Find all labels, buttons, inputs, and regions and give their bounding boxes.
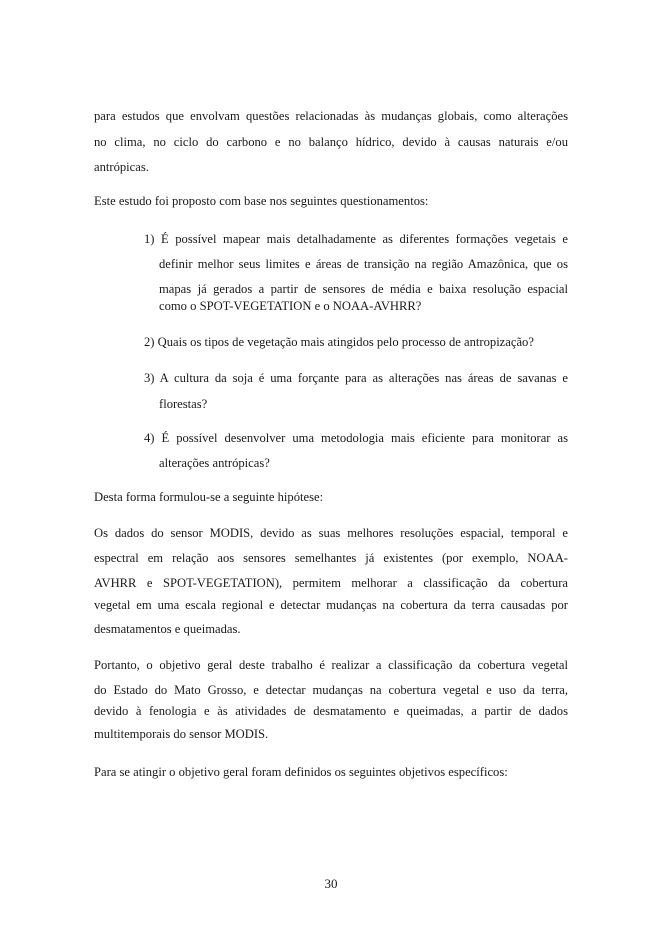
paragraph-6: Para se atingir o objetivo geral foram definidos os seguintes objetivos específicos:	[94, 765, 508, 779]
paragraph-5-line-3: devido à fenologia e às atividades de desmatamento e queimadas, a partir de dados	[94, 704, 568, 718]
question-3-line-2: florestas?	[159, 397, 208, 411]
question-1-line-3: mapas já gerados a partir de sensores de média e baixa resolução espacial	[159, 282, 568, 296]
paragraph-4-line-5: desmatamentos e queimadas.	[94, 622, 241, 636]
paragraph-4-line-4: vegetal em uma escala regional e detectar mudanças na cobertura da terra causadas por	[94, 598, 568, 612]
paragraph-5-line-4: multitemporais do sensor MODIS.	[94, 727, 269, 741]
question-3-line-1: 3) A cultura da soja é uma forçante para as alterações nas áreas de savanas e	[144, 371, 568, 385]
paragraph-4-line-3: AVHRR e SPOT-VEGETATION), permitem melhorar a classificação da cobertura	[94, 576, 568, 590]
question-1-line-2: definir melhor seus limites e áreas de transição na região Amazônica, que os	[159, 257, 568, 271]
paragraph-5-line-1: Portanto, o objetivo geral deste trabalho é realizar a classificação da cobertura vegetal	[94, 658, 568, 672]
question-1-line-4: como o SPOT-VEGETATION e o NOAA-AVHRR?	[159, 299, 422, 313]
question-2-line-1: 2) Quais os tipos de vegetação mais atingidos pelo processo de antropização?	[144, 335, 534, 349]
paragraph-4-line-2: espectral em relação aos sensores semelhantes já existentes (por exemplo, NOAA-	[94, 551, 568, 565]
paragraph-5-line-2: do Estado do Mato Grosso, e detectar mudanças na cobertura vegetal e uso da terra,	[94, 683, 568, 697]
paragraph-1-line-2: no clima, no ciclo do carbono e no balanço hídrico, devido à causas naturais e/ou	[94, 135, 568, 149]
paragraph-1-line-3: antrópicas.	[94, 160, 149, 174]
question-4-line-1: 4) É possível desenvolver uma metodologia mais eficiente para monitorar as	[144, 431, 568, 445]
paragraph-1-line-1: para estudos que envolvam questões relacionadas às mudanças globais, como alterações	[94, 109, 568, 123]
question-1-line-1: 1) É possível mapear mais detalhadamente as diferentes formações vegetais e	[144, 232, 568, 246]
paragraph-3: Desta forma formulou-se a seguinte hipótese:	[94, 490, 324, 504]
paragraph-4-line-1: Os dados do sensor MODIS, devido as suas melhores resoluções espacial, temporal e	[94, 526, 568, 540]
page-number: 30	[324, 876, 338, 891]
question-4-line-2: alterações antrópicas?	[159, 456, 270, 470]
paragraph-2: Este estudo foi proposto com base nos seguintes questionamentos:	[94, 194, 429, 208]
